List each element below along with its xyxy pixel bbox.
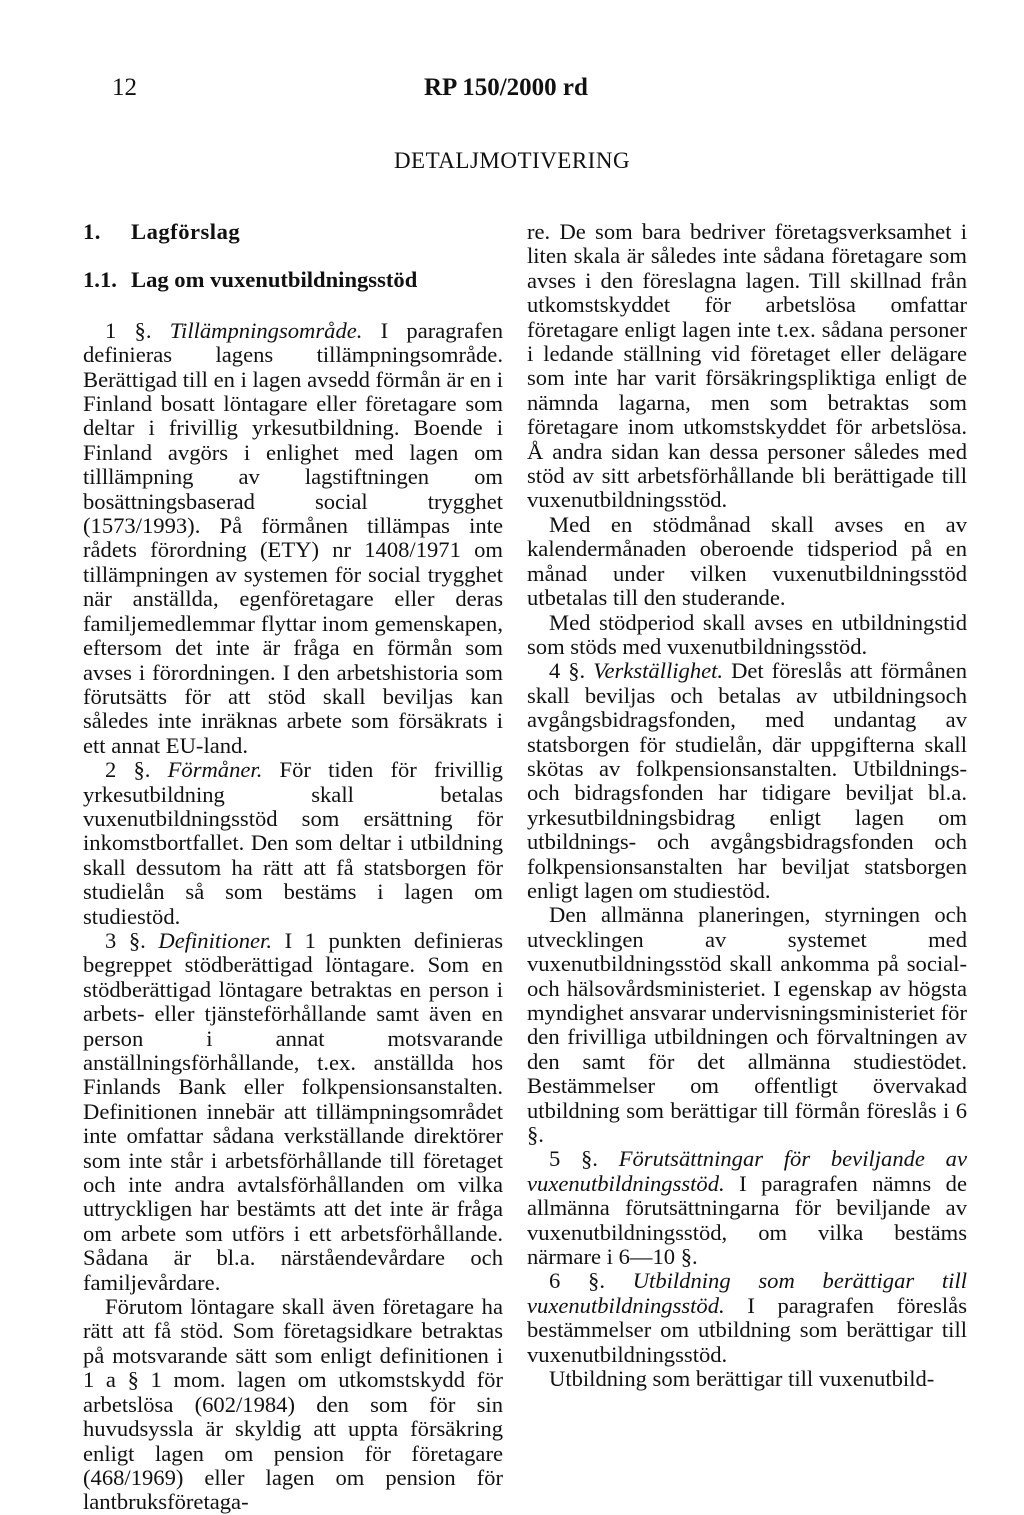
section-title-italic: Definitioner.	[158, 927, 272, 953]
section-ref: 1 §.	[105, 317, 152, 343]
paragraph-2	[83, 758, 503, 929]
paragraph-6-section	[527, 1269, 967, 1367]
paragraph-text: I paragrafen definieras lagens tillämpningsområde. Berättigad till en i lagen avsedd förmån är en i Finland bosatt löntagare eller företagare som deltar i frivillig yrkesutbildning. Boende i Finland avgörs i enlighet med lagen om tilllämpning av lagstiftningen om bosättningsbaserad social trygghet (1573/1993). På förmånen tillämpas inte rådets förordning (ETY) nr 1408/1971 om tillämpningen av systemen för social trygghet när anställda, egenföretagare eller deras familjemedlemmar flyttar inom gemenskapen, eftersom det inte är fråga en förmån som avses i förordningen. I den arbetshistoria som förutsätts för att stöd skall beviljas kan således inte inräknas arbete som försäkrats i ett annat EU-land.	[83, 317, 503, 758]
section-ref: 4 §.	[549, 658, 586, 684]
paragraph-text: I paragrafen nämns de allmänna förutsättningarna för beviljande av vuxenutbildningsstöd, om vilka bestäms närmare i 6—10 §.	[527, 1170, 968, 1270]
section-ref: 5 §.	[549, 1146, 598, 1172]
page-number: 12	[112, 74, 137, 101]
paragraph-stodperiod: Med stödperiod skall avses en utbildningstid som stöds med vuxenutbildningsstöd.	[527, 609, 967, 659]
heading-lagforslag	[83, 220, 503, 244]
paragraph-4-section	[527, 659, 967, 903]
subheading-number: 1.1.	[83, 267, 117, 293]
section-title-italic: Tillämpningsområde.	[169, 317, 363, 343]
paragraph-last: Utbildning som berättigar till vuxenutbild-	[549, 1366, 935, 1392]
paragraph-4: Förutom löntagare skall även företagare ha rätt att få stöd. Som företagsidkare betraktas på motsvarande sätt som enligt definitionen i 1 a § 1 mom. lagen om utkomstskydd för arbetslösa (602/1984) den som för sin huvudsyssla är skyldig att uppta försäkring enligt lagen om pension för företagare (468/1969) eller lagen om pension för lantbruksföretaga-	[83, 1294, 503, 1515]
paragraph-text: I 1 punkten definieras begreppet stödberättigad löntagare. Som en stödberättigad löntagare betraktas en person i arbets- eller tjänsteförhållande samt även en person i annat motsvarande anställningsförhållande, t.ex. anställda hos Finlands Bank eller folkpensionsanstalten. Definitionen innebär att tillämpningsområdet inte omfattar sådana verkställande direktörer som inte står i arbetsförhållande till företaget och inte andra avtalsförhållanden om vilka uttryckligen har bestämts att det inte är fråga om arbete som utförs i ett arbetsförhållande. Sådana är bl.a. närståendevårdare och familjevårdare.	[83, 927, 503, 1295]
section-title-italic: Utbildning som berättigar till vuxenutbildningsstöd.	[527, 1268, 967, 1318]
paragraph-planering: Den allmänna planeringen, styrningen och utvecklingen av systemet med vuxenutbildningsstöd skall ankomma på social- och hälsovårdsministeriet. I egenskap av högsta myndighet ansvarar undervisningsministeriet för den frivilliga utbildningen och förvaltningen av den samt för det allmänna studiestödet. Bestämmelser om offentligt övervakad utbildning som berättigar till förmån föreslås i 6 §.	[527, 902, 967, 1148]
paragraph-continued: re. De som bara bedriver företagsverksamhet i liten skala är således inte sådana företagare som avses i den föreslagna lagen. Till skillnad från utkomstskyddet för arbetslösa omfattar företagare enligt lagen inte t.ex. sådana personer i ledande ställning vid företaget eller delägare som inte har varit försäkringspliktiga enligt de nämnda lagarna, men som betraktas som företagare inom utkomstskyddet för arbetslösa. Å andra sidan kan dessa personer således med stöd av sitt arbetsförhållande bli berättigade till vuxenutbildningsstöd.	[527, 219, 967, 513]
section-title-italic: Förmåner.	[167, 757, 263, 783]
subheading-text: Lag om vuxenutbildningsstöd	[131, 267, 418, 293]
paragraph-text: I paragrafen föreslås bestämmelser om utbildning som berättigar till vuxenutbildningsstöd.	[527, 1292, 967, 1367]
paragraph-3	[83, 929, 503, 1295]
paragraph-5-section	[527, 1147, 967, 1269]
right-column	[527, 220, 967, 1392]
section-ref: 6 §.	[549, 1268, 605, 1294]
section-ref: 3 §.	[105, 927, 146, 953]
section-title-italic: Förutsättningar för beviljande av vuxenutbildningsstöd.	[527, 1146, 968, 1196]
left-column	[83, 220, 503, 1515]
paragraph-stodmanad: Med en stödmånad skall avses en av kalendermånaden oberoende tidsperiod på en månad under vilken vuxenutbildningsstöd utbetalas till den studerande.	[527, 511, 967, 611]
section-ref: 2 §.	[105, 757, 151, 783]
document-id: RP 150/2000 rd	[424, 74, 588, 101]
heading-text: Lagförslag	[131, 219, 241, 244]
subheading-lag	[83, 268, 503, 292]
paragraph-text: Det föreslås att förmånen skall beviljas och betalas av utbildningsoch avgångsbidragsfonden, med undantag av statsborgen för studielån, där uppgifterna skall skötas av folkpensionsanstalten. Utbildnings- och bidragsfonden har tidigare beviljat bl.a. yrkesutbildningsbidrag enligt lagen om utbildnings- och avgångsbidragsfonden och folkpensionsanstalten har beviljat statsborgen enligt lagen om studiestöd.	[527, 658, 967, 903]
paragraph-1	[83, 319, 503, 758]
section-title-italic: Verkställighet.	[593, 658, 724, 684]
section-title: DETALJMOTIVERING	[393, 148, 631, 173]
paragraph-text: För tiden för frivillig yrkesutbildning skall betalas vuxenutbildningsstöd som ersättning för inkomstbortfallet. Den som deltar i utbildning skall dessutom ha rätt att få statsborgen för studielån så som bestäms i lagen om studiestöd.	[83, 757, 503, 929]
heading-number: 1.	[83, 219, 101, 244]
